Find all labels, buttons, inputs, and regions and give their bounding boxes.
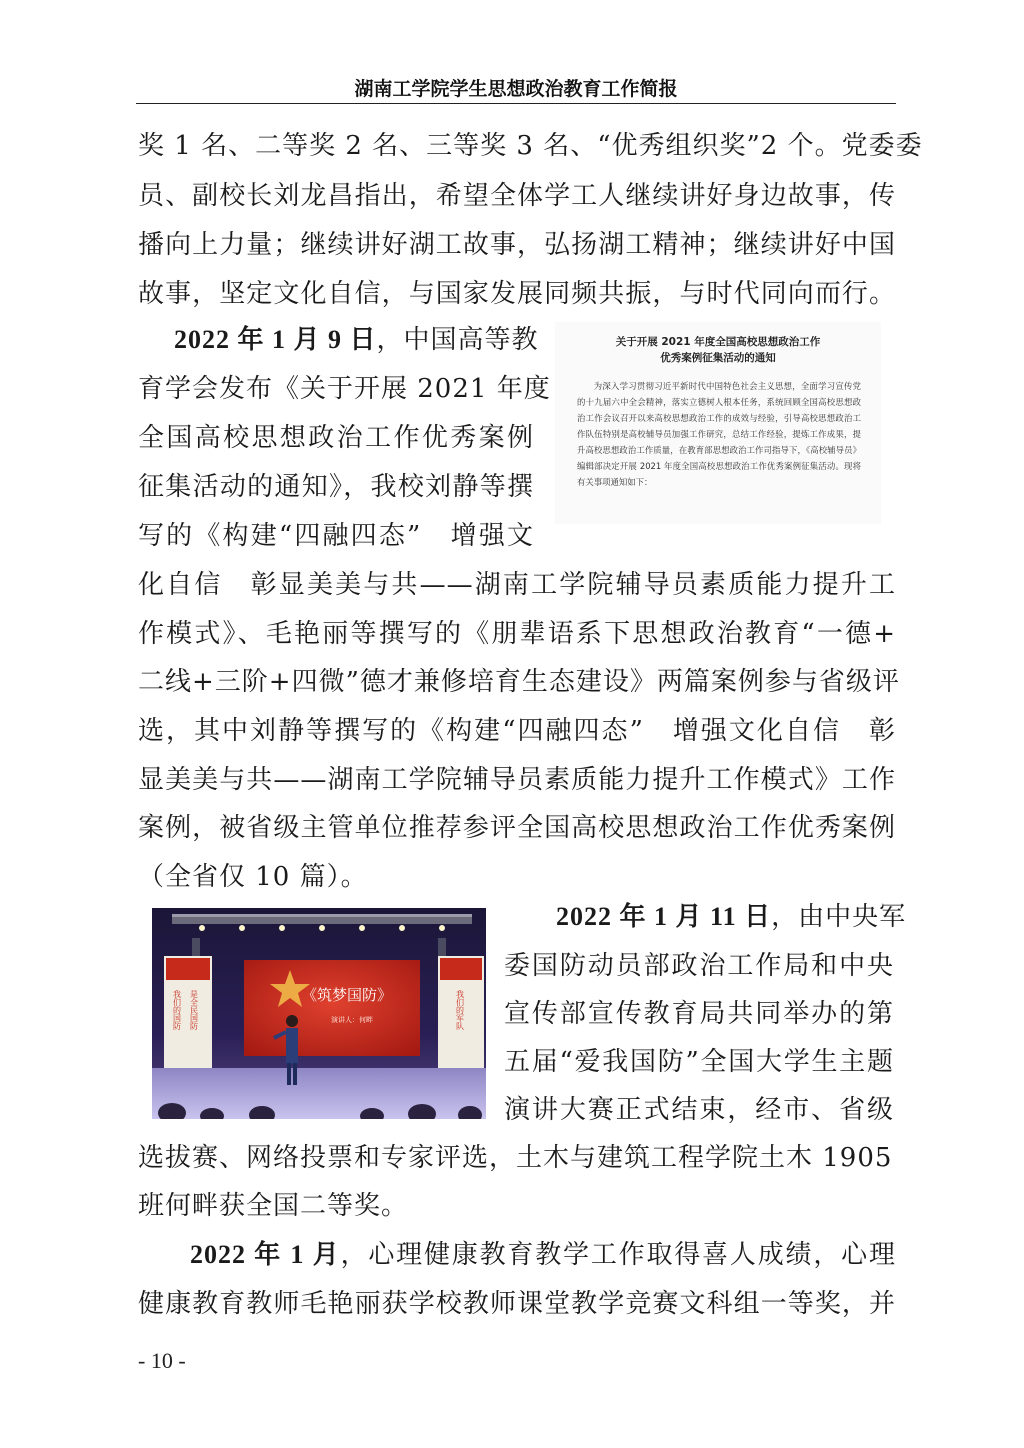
paragraph-line: 播向上力量；继续讲好湖工故事，弘扬湖工精神；继续讲好中国 — [138, 230, 896, 260]
paragraph-line: 故事，坚定文化自信，与国家发展同频共振，与时代同向而行。 — [138, 279, 896, 309]
paragraph-line: 奖 1 名、二等奖 2 名、三等奖 3 名、“优秀组织奖”2 个。党委委 — [138, 131, 923, 161]
paragraph-line: 2022 年 1 月，心理健康教育教学工作取得喜人成绩，心理 — [190, 1240, 896, 1270]
paragraph-line: 选拔赛、网络投票和专家评选，土木与建筑工程学院土木 1905 — [138, 1143, 893, 1173]
header-divider — [136, 103, 896, 104]
paragraph-line: 征集活动的通知》，我校刘静等撰 — [138, 472, 534, 502]
banner-right-text: 我们的军队 — [455, 990, 465, 1030]
paragraph-line: 五届“爱我国防”全国大学生主题 — [504, 1047, 894, 1077]
paragraph-line: 健康教育教师毛艳丽获学校教师课堂教学竞赛文科组一等奖，并 — [138, 1289, 896, 1319]
screen-speaker: 演讲人：何畔 — [331, 1016, 373, 1024]
notice-screenshot — [555, 322, 881, 524]
paragraph-line: （全省仅 10 篇）。 — [138, 862, 368, 892]
news-date: 2022 年 1 月 — [190, 1240, 341, 1269]
notice-title: 关于开展 2021 年度全国高校思想政治工作 优秀案例征集活动的通知 — [615, 336, 821, 364]
banner-left-text-2: 是全民国防 — [189, 990, 199, 1030]
paragraph-line: 作模式》、毛艳丽等撰写的《朋辈语系下思想政治教育“一德+ — [138, 619, 896, 649]
paragraph-line: 化自信 彰显美美与共——湖南工学院辅导员素质能力提升工 — [138, 570, 896, 600]
paragraph-line: 班何畔获全国二等奖。 — [138, 1191, 409, 1221]
paragraph-line: 二线+三阶+四微”德才兼修培育生态建设》两篇案例参与省级评 — [138, 667, 900, 697]
paragraph-line: 宣传部宣传教育局共同举办的第 — [504, 999, 894, 1029]
screen-title: 《筑梦国防》 — [301, 986, 393, 1004]
news-date: 2022 年 1 月 9 日 — [174, 325, 377, 354]
paragraph-line: 演讲大赛正式结束，经市、省级 — [504, 1095, 894, 1125]
paragraph-line: 2022 年 1 月 11 日，由中央军 — [556, 902, 907, 932]
banner-left-text: 我们的国防 — [172, 990, 182, 1030]
stage-scene — [152, 908, 486, 1119]
paragraph-line: 全国高校思想政治工作优秀案例 — [138, 423, 534, 453]
news-date: 2022 年 1 月 11 日 — [556, 902, 772, 931]
notice-body: 为深入学习贯彻习近平新时代中国特色社会主义思想，全面学习宣传党的十九届六中全会精神，落实立德树人根本任务，系统回顾全国高校思想政治工作会议召开以来高校思想政治工作的成效与经验，引导高校思想政治工作队伍特别是高校辅导员加强工作研究，总结工作经验，提炼工作成果，提升高校思想政治工作质量，在教育部思想政治工作司指导下，《高校辅导员》编辑部决定开展 2021 年度全国高校思想政治工作优秀案例征集活动。现将有关事项通知如下： — [577, 381, 861, 487]
paragraph-line: 显美美与共——湖南工学院辅导员素质能力提升工作模式》工作 — [138, 765, 896, 795]
paragraph-line: 员、副校长刘龙昌指出，希望全体学工人继续讲好身边故事，传 — [138, 181, 896, 211]
paragraph-line: 育学会发布《关于开展 2021 年度 — [138, 374, 551, 404]
paragraph-line: 案例，被省级主管单位推荐参评全国高校思想政治工作优秀案例 — [138, 813, 896, 843]
paragraph-line: 委国防动员部政治工作局和中央 — [504, 951, 894, 981]
paragraph-line: 写的《构建“四融四态” 增强文 — [138, 521, 534, 551]
page-number: - 10 - — [138, 1348, 186, 1373]
stage-photo — [152, 908, 486, 1119]
paragraph-line: 选，其中刘静等撰写的《构建“四融四态” 增强文化自信 彰 — [138, 716, 896, 746]
paragraph-line: 2022 年 1 月 9 日，中国高等教 — [174, 325, 539, 355]
page-header-title: 湖南工学院学生思想政治教育工作简报 — [354, 78, 678, 100]
